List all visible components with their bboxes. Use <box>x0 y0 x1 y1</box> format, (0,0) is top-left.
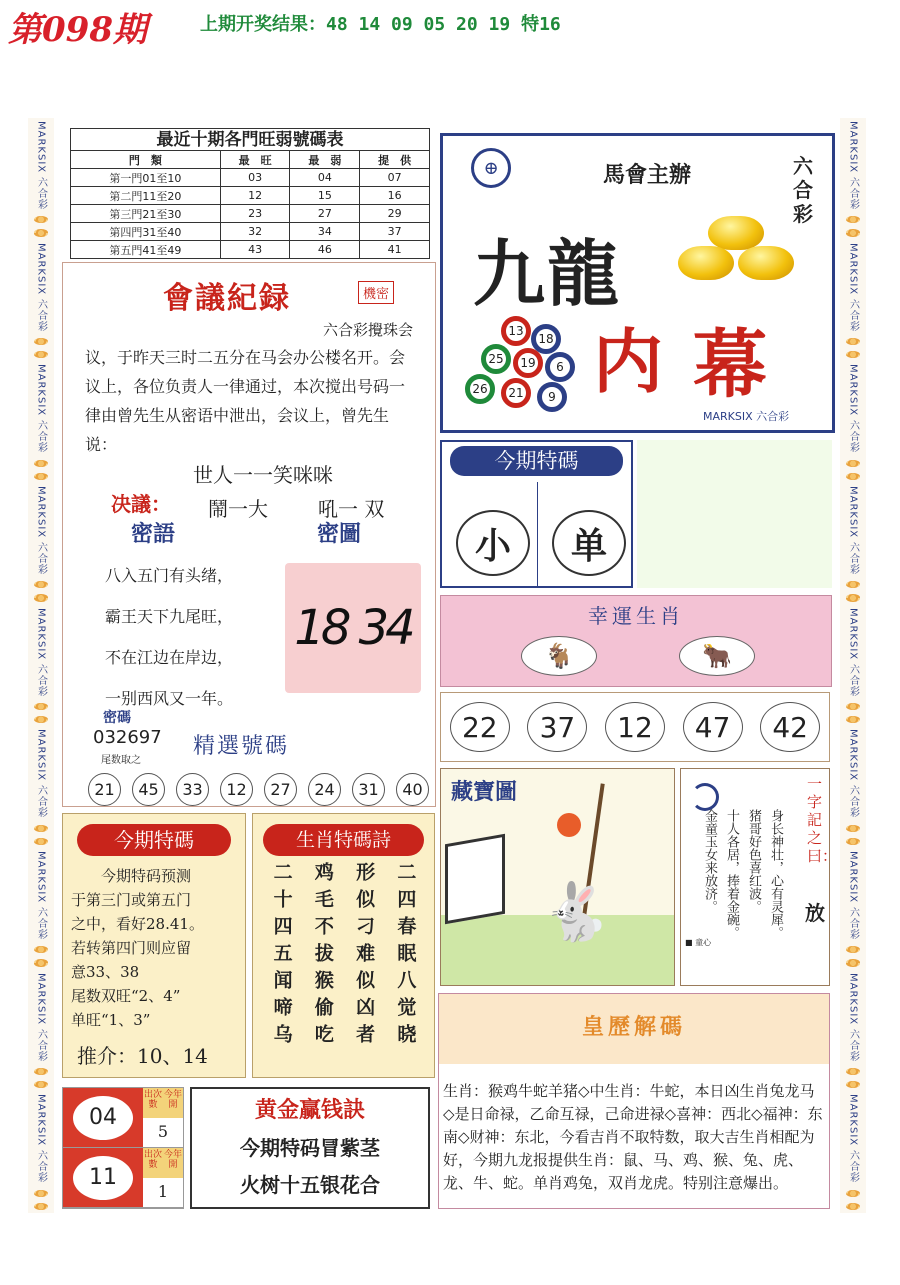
resolution-right: 吼一 双 <box>318 497 385 521</box>
sidebar-text: MARKSIX 六合彩 <box>847 121 859 211</box>
flower-icon <box>846 229 860 236</box>
decode-label: 皇歷解碼 <box>581 1014 686 1040</box>
flower-icon <box>34 1068 48 1075</box>
lottery-balls <box>461 316 581 416</box>
table-row <box>71 223 430 241</box>
stats-tags <box>143 1148 183 1178</box>
banner-title-c: 幕 <box>693 322 767 408</box>
stats-row <box>63 1088 183 1148</box>
gold-label: 黄金赢钱訣 <box>254 1097 365 1123</box>
poem-line: 不在江边在岸边， <box>105 648 234 667</box>
table-cell: 15 <box>290 187 360 205</box>
secret-tag: 機密 <box>358 281 394 304</box>
table-cell: 第二門11至20 <box>71 187 221 205</box>
resolution-label: 决議： <box>111 492 171 516</box>
table-cell: 04 <box>290 169 360 187</box>
number-ball: 42 <box>760 702 820 752</box>
gold-line1: 今期特码冒紫茎 <box>240 1136 380 1160</box>
number-ball: 21 <box>88 773 121 806</box>
table-cell: 29 <box>360 205 430 223</box>
code-note: 尾数取之 <box>101 755 141 766</box>
word-poem-line: 猪哥好色喜红波。 <box>746 809 761 913</box>
special-right-ball: 单 <box>552 510 626 576</box>
door-table-title: 最近十期各門旺弱號碼表 <box>70 128 430 150</box>
poem-line: 八入五门有头绪， <box>105 566 234 585</box>
table-row <box>71 241 430 259</box>
flower-icon <box>846 703 860 710</box>
door-table-header: 最 弱 <box>290 151 360 169</box>
number-ball: 27 <box>264 773 297 806</box>
special-code-green-area <box>637 440 832 588</box>
poem-line: 霸王天下九尾旺， <box>105 607 234 626</box>
flower-icon <box>34 460 48 467</box>
table-cell: 16 <box>360 187 430 205</box>
ox-icon: 🐂 <box>679 636 755 676</box>
sidebar-text: MARKSIX 六合彩 <box>847 1094 859 1184</box>
flower-icon <box>846 594 860 601</box>
lottery-ball: 21 <box>501 378 531 408</box>
decode-text: 生肖：猴鸡牛蛇羊猪◇中生肖：牛蛇，本日凶生肖兔龙马◇是日命禄，乙命互禄，己命进禄◇喜神：西北◇福神：东南◇财神：东北，今看吉肖不取特数，取大吉生肖相配为好，今期九龙报提供生肖：鼠、马、鸡、猴、兔、虎、龙、牛、蛇。单肖鸡兔，双肖龙虎。特别注意爆出。 <box>443 1082 823 1192</box>
rabbit-icon: 🐇 <box>541 880 611 945</box>
forecast-line: 尾数双旺“2、4” <box>71 987 181 1005</box>
table-cell: 41 <box>360 241 430 259</box>
number-ball: 24 <box>308 773 341 806</box>
flower-icon <box>34 229 48 236</box>
goat-icon: 🐐 <box>521 636 597 676</box>
special-code-panel <box>440 440 633 588</box>
sun-icon <box>557 813 581 837</box>
treasure-label: 藏寶圖 <box>451 779 518 805</box>
sidebar-text: MARKSIX 六合彩 <box>35 972 47 1062</box>
zodiac-poem-cols <box>253 856 434 1057</box>
sidebar-text: MARKSIX 六合彩 <box>35 121 47 211</box>
forecast-line: 意33、38 <box>71 963 140 981</box>
poem-column: 二十四五闻啼乌 <box>270 862 293 1051</box>
table-cell: 23 <box>220 205 290 223</box>
forecast-line: 单旺“1、3” <box>71 1011 151 1029</box>
table-cell: 46 <box>290 241 360 259</box>
number-ball: 22 <box>450 702 510 752</box>
sidebar-text: MARKSIX 六合彩 <box>847 485 859 576</box>
sidebar-text: MARKSIX 六合彩 <box>35 1094 47 1184</box>
flower-icon <box>34 838 48 845</box>
meeting-poem <box>105 555 233 719</box>
table-cell: 07 <box>360 169 430 187</box>
sidebar-text: MARKSIX 六合彩 <box>35 607 47 697</box>
forecast-line: 之中，看好28.41。 <box>71 915 204 933</box>
sidebar-text: MARKSIX 六合彩 <box>35 850 47 941</box>
table-row <box>71 205 430 223</box>
flower-icon <box>846 716 860 723</box>
stats-tags <box>143 1088 183 1118</box>
secret-image-label: 密圖 <box>317 521 362 547</box>
gold-ingots <box>678 216 798 296</box>
selected-label: 精選號碼 <box>193 734 290 759</box>
stats-panel <box>62 1087 184 1209</box>
sidebar-text: MARKSIX 六合彩 <box>35 242 47 332</box>
number-ball: 37 <box>527 702 587 752</box>
resolution-left: 鬧一大 <box>208 497 268 521</box>
table-row <box>71 169 430 187</box>
treasure-panel <box>440 768 675 986</box>
forecast-recommend: 推介：10、14 <box>77 1044 208 1068</box>
flower-icon <box>846 1068 860 1075</box>
table-cell: 第五門41至49 <box>71 241 221 259</box>
flower-icon <box>34 946 48 953</box>
meeting-quote: 世人一一笑咪咪 <box>193 463 333 487</box>
table-cell: 37 <box>360 223 430 241</box>
sidebar-text: MARKSIX 六合彩 <box>847 364 859 454</box>
sidebar-text: MARKSIX 六合彩 <box>847 607 859 697</box>
table-cell: 12 <box>220 187 290 205</box>
flower-icon <box>34 581 48 588</box>
flower-icon <box>846 473 860 480</box>
lottery-ball: 25 <box>481 344 511 374</box>
word-panel <box>680 768 838 986</box>
secret-image <box>285 563 421 693</box>
zodiac-poem-label: 生肖特碼詩 <box>263 824 424 856</box>
stats-number: 04 <box>73 1096 133 1140</box>
word-poem-line: 身长神壮，心有灵犀。 <box>768 809 783 939</box>
flower-icon <box>846 216 860 223</box>
flower-icon <box>34 959 48 966</box>
stats-value: 5 <box>157 1122 169 1141</box>
forecast-line: 今期特码预测 <box>101 867 192 885</box>
number-ball: 47 <box>683 702 743 752</box>
word-poem-line: 金童玉女来放济。 <box>702 809 717 913</box>
left-sidebar <box>28 118 54 1213</box>
number-ball: 12 <box>605 702 665 752</box>
poem-line: 一别西风又一年。 <box>105 689 234 708</box>
stats-tag-a: 出次數 <box>143 1150 162 1170</box>
flower-icon <box>34 1203 48 1210</box>
table-cell: 32 <box>220 223 290 241</box>
issue-number: 第098期 <box>8 10 147 50</box>
stats-value: 1 <box>157 1182 169 1201</box>
flower-icon <box>846 1190 860 1197</box>
number-ball: 45 <box>132 773 165 806</box>
flower-icon <box>846 825 860 832</box>
stats-tag-b: 今年開 <box>163 1150 182 1170</box>
door-table-grid <box>70 150 430 259</box>
flower-icon <box>34 703 48 710</box>
sidebar-text: MARKSIX 六合彩 <box>35 729 47 819</box>
table-cell: 34 <box>290 223 360 241</box>
sidebar-text: MARKSIX 六合彩 <box>35 364 47 454</box>
lottery-ball: 6 <box>545 352 575 382</box>
meeting-panel <box>62 262 436 807</box>
word-label: 一字記之曰： <box>807 775 838 865</box>
lottery-ball: 18 <box>531 324 561 354</box>
secret-words-label: 密語 <box>131 521 176 547</box>
door-table <box>70 128 430 260</box>
lucky-panel <box>440 595 832 687</box>
poem-column: 鸡毛不拔猴偷吃 <box>311 862 334 1051</box>
word-caption: ■ 童心 <box>685 938 712 947</box>
number-ball: 33 <box>176 773 209 806</box>
table-cell: 第一門01至10 <box>71 169 221 187</box>
code-label: 密碼 <box>103 710 131 726</box>
selected-numbers <box>88 773 429 806</box>
word-value: 放 <box>805 901 825 925</box>
special-code-label: 今期特碼 <box>450 446 623 476</box>
table-cell: 03 <box>220 169 290 187</box>
flower-icon <box>34 594 48 601</box>
banner-host: 馬會主辦 <box>603 162 692 188</box>
forecast-lines <box>63 856 245 1032</box>
stats-info <box>143 1148 183 1207</box>
flower-icon <box>34 216 48 223</box>
table-cell: 第四門31至40 <box>71 223 221 241</box>
banner-title: 九龍 <box>473 231 622 316</box>
lucky-label: 幸運生肖 <box>588 604 684 628</box>
table-row <box>71 187 430 205</box>
sidebar-text: MARKSIX 六合彩 <box>847 850 859 941</box>
gold-line2: 火树十五银花合 <box>240 1173 380 1197</box>
flower-icon <box>34 1190 48 1197</box>
lottery-ball: 26 <box>465 374 495 404</box>
flower-icon <box>34 338 48 345</box>
word-poem-line: 十人各居，捧着金碗。 <box>724 809 739 939</box>
flower-icon <box>846 351 860 358</box>
banner-logo-icon: ⊕ <box>471 148 511 188</box>
flower-icon <box>34 716 48 723</box>
poem-column: 二四春眠八觉晓 <box>394 862 417 1051</box>
stats-tag-b: 今年開 <box>163 1090 182 1110</box>
flower-icon <box>846 460 860 467</box>
banner-lottery: 六合彩 <box>793 154 813 226</box>
frame-icon <box>445 834 505 925</box>
forecast-line: 若转第四门则应留 <box>71 939 192 957</box>
sidebar-text: MARKSIX 六合彩 <box>847 242 859 332</box>
door-table-header: 最 旺 <box>220 151 290 169</box>
table-cell: 27 <box>290 205 360 223</box>
flower-icon <box>846 1203 860 1210</box>
poem-column: 形似刁难似凶者 <box>353 862 376 1051</box>
meeting-org: 六合彩攪珠会 <box>322 321 413 339</box>
last-result: 上期开奖结果：48 14 09 05 20 19 特16 <box>200 14 561 35</box>
stats-row <box>63 1148 183 1208</box>
flower-icon <box>846 946 860 953</box>
banner <box>440 133 835 433</box>
stats-tag-a: 出次數 <box>143 1090 162 1110</box>
table-cell: 第三門21至30 <box>71 205 221 223</box>
stats-number: 11 <box>73 1156 133 1200</box>
flower-icon <box>846 338 860 345</box>
flower-icon <box>34 825 48 832</box>
zodiac-poem-panel <box>252 813 435 1078</box>
meeting-title: 會議紀録 <box>163 281 291 316</box>
code-value: 032697 <box>93 727 162 748</box>
sidebar-text: MARKSIX 六合彩 <box>35 485 47 576</box>
flower-icon <box>34 473 48 480</box>
lottery-ball: 9 <box>537 382 567 412</box>
table-cell: 43 <box>220 241 290 259</box>
forecast-panel <box>62 813 246 1078</box>
stats-num-box <box>63 1148 143 1207</box>
banner-title-b: 内 <box>593 320 663 403</box>
right-sidebar <box>840 118 866 1213</box>
stats-info <box>143 1088 183 1147</box>
gold-panel <box>190 1087 430 1209</box>
word-poem <box>701 809 783 939</box>
flower-icon <box>846 838 860 845</box>
meeting-body: 议，于昨天三时二五分在马会办公楼名开。会议上，各位负责人一律通过，本次搅出号码一律由曾先生从密语中泄出，会议上，曾先生说： <box>85 348 406 454</box>
lottery-ball: 13 <box>501 316 531 346</box>
stats-num-box <box>63 1088 143 1147</box>
flower-icon <box>34 1081 48 1088</box>
forecast-label: 今期特碼 <box>77 824 231 856</box>
sidebar-text: MARKSIX 六合彩 <box>847 972 859 1062</box>
number-ball: 12 <box>220 773 253 806</box>
door-table-header: 提 供 <box>360 151 430 169</box>
numbers-row <box>440 692 830 762</box>
lottery-ball: 19 <box>513 348 543 378</box>
decode-panel <box>438 993 830 1209</box>
forecast-line: 于第三门或第五门 <box>71 891 192 909</box>
flower-icon <box>846 959 860 966</box>
sidebar-text: MARKSIX 六合彩 <box>847 729 859 819</box>
door-table-header: 門 類 <box>71 151 221 169</box>
flower-icon <box>846 581 860 588</box>
flower-icon <box>846 1081 860 1088</box>
special-left-ball: 小 <box>456 510 530 576</box>
number-ball: 31 <box>352 773 385 806</box>
flower-icon <box>34 351 48 358</box>
decode-header <box>439 994 829 1064</box>
banner-footer-logo: MARKSIX 六合彩 <box>703 410 790 423</box>
handwriting: 18 34 <box>294 600 412 656</box>
speaker-icon <box>691 783 719 811</box>
number-ball: 40 <box>396 773 429 806</box>
